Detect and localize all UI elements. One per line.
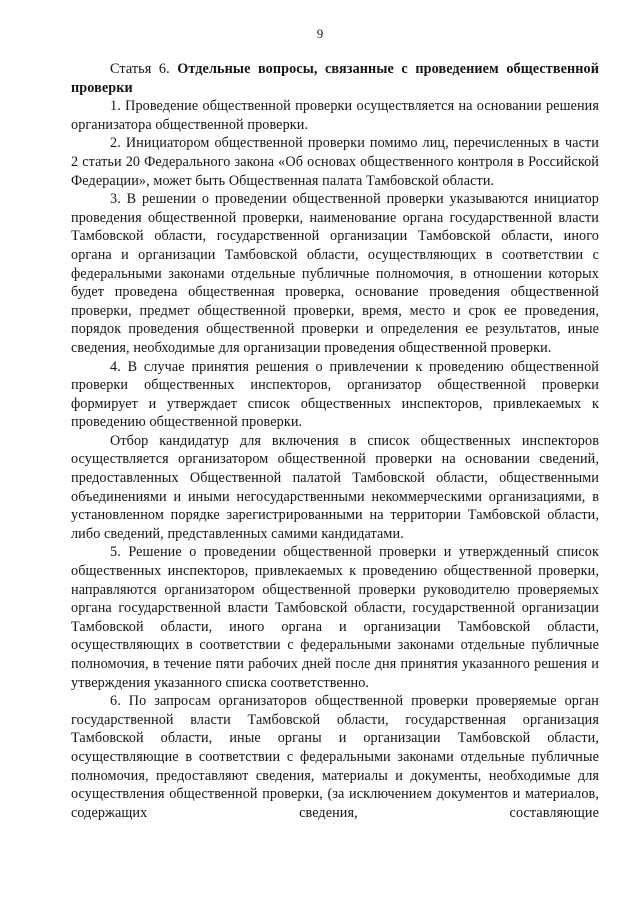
paragraph-5: 5. Решение о проведении общественной проверки и утвержденный список общественных инспекторов, привлекаемых к проведению общественной проверки, направляются организатором общественной проверки руководителю проверяемых органа государственной власти Тамбовской области, государственной организации Тамбовской области, иного органа и организации Тамбовской области, осуществляющих в соответствии с федеральными законами отдельные публичные полномочия, в течение пяти рабочих дней после дня принятия указанного решения и утверждения указанного списка соответственно.: [71, 544, 599, 691]
paragraph-3: 3. В решении о проведении общественной проверки указываются инициатор проведения общественной проверки, наименование органа государственной власти Тамбовской области, государственной организации Тамбовской области, иного органа и организации Тамбовской области, осуществляющих в соответствии с федеральными законами отдельные публичные полномочия, в отношении которых будет проведена общественная проверка, основание проведения общественной проверки, предмет общественной проверки, время, место и срок ее проведения, порядок проведения общественной проверки и определения ее результатов, иные сведения, необходимые для организации проведения общественной проверки.: [71, 191, 599, 356]
paragraph-6: 6. По запросам организаторов общественной проверки проверяемые орган государственной власти Тамбовской области, государственная организация Тамбовской области, иные органы и организации Тамбовской области, осуществляющие в соответствии с федеральными законами отдельные публичные полномочия, предоставляют сведения, материалы и документы, необходимые для осуществления общественной проверки, (за исключением документов и материалов, содержащих сведения, составляющие: [71, 693, 599, 821]
paragraph-4-selection: Отбор кандидатур для включения в список общественных инспекторов осуществляется организатором общественной проверки на основании сведений, предоставленных Общественной палатой Тамбовской области, общественными объединениями и иными негосударственными некоммерческими организациями, в установленном порядке зарегистрированными на территории Тамбовской области, либо сведений, представленных самими кандидатами.: [71, 432, 599, 542]
article-number: Статья 6.: [110, 61, 170, 77]
document-body: [71, 60, 599, 822]
paragraph-1: 1. Проведение общественной проверки осуществляется на основании решения организатора общественной проверки.: [71, 98, 599, 133]
article-heading: [71, 60, 599, 97]
paragraph-2: 2. Инициатором общественной проверки помимо лиц, перечисленных в части 2 статьи 20 Федерального закона «Об основах общественного контроля в Российской Федерации», может быть Общественная палата Тамбовской области.: [71, 135, 599, 189]
article-title: Отдельные вопросы, связанные с проведением общественной проверки: [71, 61, 599, 96]
paragraph-4: 4. В случае принятия решения о привлечении к проведению общественной проверки общественных инспекторов, организатор общественной проверки формирует и утверждает список общественных инспекторов, привлекаемых к проведению общественной проверки.: [71, 358, 599, 431]
page-number: 9: [316, 26, 324, 41]
